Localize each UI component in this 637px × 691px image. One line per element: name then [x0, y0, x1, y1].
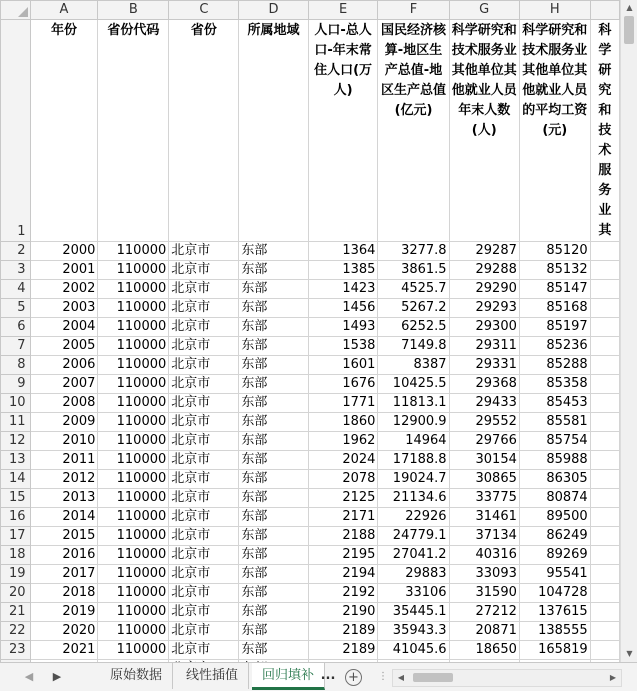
year-cell[interactable]: 2006	[30, 356, 98, 375]
year-cell[interactable]: 2004	[30, 318, 98, 337]
empty-cell[interactable]	[590, 356, 619, 375]
population-cell[interactable]: 2189	[308, 622, 378, 641]
employee-count-cell[interactable]: 29331	[449, 356, 519, 375]
more-sheets-button[interactable]: ...	[320, 668, 336, 683]
empty-cell[interactable]	[590, 603, 619, 622]
row-number[interactable]: 11	[1, 413, 31, 432]
table-row	[1, 546, 620, 565]
region-cell[interactable]: 东部	[239, 337, 308, 356]
province-cell[interactable]: 北京市	[169, 489, 239, 508]
province-code-cell[interactable]: 110000	[98, 451, 169, 470]
row-number[interactable]: 17	[1, 527, 31, 546]
empty-cell[interactable]	[590, 299, 619, 318]
population-cell[interactable]: 2189	[308, 641, 378, 660]
population-cell[interactable]: 2125	[308, 489, 378, 508]
region-cell[interactable]: 东部	[239, 603, 308, 622]
average-wage-cell[interactable]: 138555	[519, 622, 590, 641]
year-cell[interactable]: 2014	[30, 508, 98, 527]
average-wage-cell[interactable]: 165819	[519, 641, 590, 660]
average-wage-cell[interactable]: 86305	[519, 470, 590, 489]
year-cell[interactable]: 2000	[30, 242, 98, 261]
province-cell[interactable]: 北京市	[169, 584, 239, 603]
region-cell[interactable]: 东部	[239, 451, 308, 470]
province-cell[interactable]: 北京市	[169, 242, 239, 261]
average-wage-cell[interactable]: 95541	[519, 565, 590, 584]
average-wage-cell[interactable]: 89269	[519, 546, 590, 565]
region-cell[interactable]: 东部	[239, 432, 308, 451]
year-cell[interactable]: 2016	[30, 546, 98, 565]
column-header[interactable]: E	[308, 1, 378, 20]
region-cell[interactable]: 东部	[239, 508, 308, 527]
average-wage-cell[interactable]: 85358	[519, 375, 590, 394]
province-cell[interactable]: 北京市	[169, 527, 239, 546]
gdp-cell[interactable]: 35445.1	[378, 603, 449, 622]
province-cell[interactable]: 北京市	[169, 432, 239, 451]
region-cell[interactable]: 东部	[239, 318, 308, 337]
empty-cell[interactable]	[590, 413, 619, 432]
tab-scroll-left-icon[interactable]: ◀	[24, 670, 34, 683]
add-sheet-button[interactable]: +	[345, 669, 362, 686]
year-cell[interactable]: 2015	[30, 527, 98, 546]
year-cell[interactable]: 2005	[30, 337, 98, 356]
province-cell[interactable]: 北京市	[169, 280, 239, 299]
population-cell[interactable]: 1538	[308, 337, 378, 356]
province-cell[interactable]: 北京市	[169, 356, 239, 375]
employee-count-cell[interactable]: 29287	[449, 242, 519, 261]
province-code-cell[interactable]: 110000	[98, 641, 169, 660]
province-code-cell[interactable]: 110000	[98, 584, 169, 603]
empty-cell[interactable]	[590, 337, 619, 356]
population-cell[interactable]: 1385	[308, 261, 378, 280]
header-cell[interactable]: 所属地域	[239, 20, 308, 242]
gdp-cell[interactable]: 14964	[378, 432, 449, 451]
province-cell[interactable]: 北京市	[169, 565, 239, 584]
row-number[interactable]: 20	[1, 584, 31, 603]
population-cell[interactable]: 2024	[308, 451, 378, 470]
header-cell[interactable]: 科学研究和技术服务业其他单位其他就业人员的平均工资(元)	[519, 20, 590, 242]
table-header-row	[1, 20, 620, 242]
column-header[interactable]: H	[519, 1, 590, 20]
scroll-right-icon[interactable]: ▶	[609, 673, 617, 682]
table-row	[1, 318, 620, 337]
gdp-cell[interactable]: 17188.8	[378, 451, 449, 470]
empty-cell[interactable]	[590, 261, 619, 280]
population-cell[interactable]: 2078	[308, 470, 378, 489]
gdp-cell[interactable]: 33106	[378, 584, 449, 603]
table-row	[1, 394, 620, 413]
row-number[interactable]: 3	[1, 261, 31, 280]
empty-cell[interactable]	[590, 584, 619, 603]
header-cell[interactable]: 省份	[169, 20, 239, 242]
gdp-cell[interactable]: 4525.7	[378, 280, 449, 299]
employee-count-cell[interactable]: 29368	[449, 375, 519, 394]
table-row	[1, 508, 620, 527]
average-wage-cell[interactable]: 85197	[519, 318, 590, 337]
province-code-cell[interactable]: 110000	[98, 318, 169, 337]
province-code-cell[interactable]: 110000	[98, 546, 169, 565]
empty-cell[interactable]	[590, 280, 619, 299]
gdp-cell[interactable]: 35943.3	[378, 622, 449, 641]
region-cell[interactable]: 东部	[239, 413, 308, 432]
population-cell[interactable]: 2190	[308, 603, 378, 622]
year-cell[interactable]: 2013	[30, 489, 98, 508]
region-cell[interactable]: 东部	[239, 527, 308, 546]
region-cell[interactable]: 东部	[239, 489, 308, 508]
employee-count-cell[interactable]: 20871	[449, 622, 519, 641]
table-row	[1, 622, 620, 641]
employee-count-cell[interactable]: 29552	[449, 413, 519, 432]
region-cell[interactable]: 东部	[239, 470, 308, 489]
average-wage-cell[interactable]: 85147	[519, 280, 590, 299]
region-cell[interactable]: 东部	[239, 584, 308, 603]
population-cell[interactable]: 2192	[308, 584, 378, 603]
province-cell[interactable]: 北京市	[169, 508, 239, 527]
average-wage-cell[interactable]: 86249	[519, 527, 590, 546]
employee-count-cell[interactable]: 30154	[449, 451, 519, 470]
year-cell[interactable]: 2007	[30, 375, 98, 394]
empty-cell[interactable]	[590, 508, 619, 527]
year-cell[interactable]: 2020	[30, 622, 98, 641]
province-code-cell[interactable]: 110000	[98, 565, 169, 584]
employee-count-cell[interactable]: 30865	[449, 470, 519, 489]
gdp-cell[interactable]: 7149.8	[378, 337, 449, 356]
province-cell[interactable]: 北京市	[169, 299, 239, 318]
scroll-left-icon[interactable]: ◀	[397, 673, 405, 682]
sheet-tab[interactable]: 线性插值	[176, 663, 249, 689]
employee-count-cell[interactable]: 29293	[449, 299, 519, 318]
row-number[interactable]: 7	[1, 337, 31, 356]
province-code-cell[interactable]: 110000	[98, 375, 169, 394]
region-cell[interactable]: 东部	[239, 641, 308, 660]
average-wage-cell[interactable]: 85288	[519, 356, 590, 375]
gdp-cell[interactable]: 19024.7	[378, 470, 449, 489]
row-number[interactable]: 22	[1, 622, 31, 641]
header-cell[interactable]: 省份代码	[98, 20, 169, 242]
scroll-down-icon[interactable]: ▼	[626, 649, 633, 658]
province-code-cell[interactable]: 110000	[98, 508, 169, 527]
province-code-cell[interactable]: 110000	[98, 280, 169, 299]
population-cell[interactable]: 1962	[308, 432, 378, 451]
table-row	[1, 641, 620, 660]
empty-cell[interactable]	[590, 470, 619, 489]
population-cell[interactable]: 1676	[308, 375, 378, 394]
average-wage-cell[interactable]: 85988	[519, 451, 590, 470]
tab-scroll-right-icon[interactable]: ▶	[52, 670, 62, 683]
average-wage-cell[interactable]: 85754	[519, 432, 590, 451]
province-cell[interactable]: 北京市	[169, 622, 239, 641]
employee-count-cell[interactable]: 33093	[449, 565, 519, 584]
row-number[interactable]: 6	[1, 318, 31, 337]
header-cell[interactable]: 国民经济核算-地区生产总值-地区生产总值(亿元)	[378, 20, 449, 242]
gdp-cell[interactable]: 11813.1	[378, 394, 449, 413]
employee-count-cell[interactable]: 31461	[449, 508, 519, 527]
average-wage-cell[interactable]: 85132	[519, 261, 590, 280]
population-cell[interactable]: 1423	[308, 280, 378, 299]
year-cell[interactable]: 2019	[30, 603, 98, 622]
header-cell[interactable]: 科学研究和技术服务业其他单位其他就业人员年末人数(人)	[449, 20, 519, 242]
population-cell[interactable]: 1860	[308, 413, 378, 432]
province-code-cell[interactable]: 110000	[98, 470, 169, 489]
year-cell[interactable]: 2001	[30, 261, 98, 280]
year-cell[interactable]: 2008	[30, 394, 98, 413]
average-wage-cell[interactable]: 85120	[519, 242, 590, 261]
table-row	[1, 489, 620, 508]
population-cell[interactable]: 2188	[308, 527, 378, 546]
gdp-cell[interactable]: 22926	[378, 508, 449, 527]
employee-count-cell[interactable]: 18650	[449, 641, 519, 660]
row-number[interactable]: 21	[1, 603, 31, 622]
select-all-corner[interactable]	[1, 1, 31, 20]
table-row	[1, 356, 620, 375]
employee-count-cell[interactable]: 27212	[449, 603, 519, 622]
employee-count-cell[interactable]: 40316	[449, 546, 519, 565]
average-wage-cell[interactable]: 80874	[519, 489, 590, 508]
region-cell[interactable]: 东部	[239, 375, 308, 394]
row-number[interactable]: 4	[1, 280, 31, 299]
sheet-tab-bar	[0, 662, 637, 691]
employee-count-cell[interactable]: 29300	[449, 318, 519, 337]
gdp-cell[interactable]: 29883	[378, 565, 449, 584]
table-row	[1, 565, 620, 584]
region-cell[interactable]: 东部	[239, 622, 308, 641]
year-cell[interactable]: 2010	[30, 432, 98, 451]
horizontal-scroll-thumb[interactable]	[413, 673, 453, 682]
table-row	[1, 413, 620, 432]
gdp-cell[interactable]: 21134.6	[378, 489, 449, 508]
province-code-cell[interactable]: 110000	[98, 527, 169, 546]
scroll-up-icon[interactable]: ▲	[626, 3, 633, 12]
header-cell[interactable]: 人口-总人口-年末常住人口(万人)	[308, 20, 378, 242]
province-cell[interactable]: 北京市	[169, 641, 239, 660]
region-cell[interactable]: 东部	[239, 356, 308, 375]
table-row	[1, 280, 620, 299]
year-cell[interactable]: 2002	[30, 280, 98, 299]
table-row	[1, 603, 620, 622]
employee-count-cell[interactable]: 29290	[449, 280, 519, 299]
column-header-row	[1, 1, 620, 20]
region-cell[interactable]: 东部	[239, 546, 308, 565]
table-row	[1, 451, 620, 470]
row-number[interactable]: 5	[1, 299, 31, 318]
column-header[interactable]	[590, 1, 619, 20]
year-cell[interactable]: 2003	[30, 299, 98, 318]
row-number[interactable]: 23	[1, 641, 31, 660]
province-code-cell[interactable]: 110000	[98, 299, 169, 318]
province-cell[interactable]: 北京市	[169, 470, 239, 489]
empty-cell[interactable]	[590, 318, 619, 337]
gdp-cell[interactable]: 5267.2	[378, 299, 449, 318]
empty-cell[interactable]	[590, 622, 619, 641]
vertical-scroll-thumb[interactable]	[624, 16, 634, 44]
tab-splitter-icon[interactable]: ⋮	[378, 671, 388, 682]
sheet-tab[interactable]: 回归填补	[252, 663, 325, 690]
employee-count-cell[interactable]: 29311	[449, 337, 519, 356]
gdp-cell[interactable]: 3861.5	[378, 261, 449, 280]
column-header[interactable]: C	[169, 1, 239, 20]
province-cell[interactable]: 北京市	[169, 261, 239, 280]
gdp-cell[interactable]: 41045.6	[378, 641, 449, 660]
empty-cell[interactable]	[590, 432, 619, 451]
empty-cell[interactable]	[590, 546, 619, 565]
table-row	[1, 299, 620, 318]
row-number[interactable]: 15	[1, 489, 31, 508]
gdp-cell[interactable]: 8387	[378, 356, 449, 375]
row-number[interactable]: 9	[1, 375, 31, 394]
row-number[interactable]: 14	[1, 470, 31, 489]
gdp-cell[interactable]: 6252.5	[378, 318, 449, 337]
column-header[interactable]: G	[449, 1, 519, 20]
year-cell[interactable]: 2011	[30, 451, 98, 470]
province-cell[interactable]: 北京市	[169, 451, 239, 470]
average-wage-cell[interactable]: 85581	[519, 413, 590, 432]
gdp-cell[interactable]: 3277.8	[378, 242, 449, 261]
gdp-cell[interactable]: 24779.1	[378, 527, 449, 546]
province-code-cell[interactable]: 110000	[98, 432, 169, 451]
average-wage-cell[interactable]: 137615	[519, 603, 590, 622]
empty-cell[interactable]	[590, 565, 619, 584]
year-cell[interactable]: 2018	[30, 584, 98, 603]
province-code-cell[interactable]: 110000	[98, 356, 169, 375]
row-number[interactable]: 8	[1, 356, 31, 375]
province-code-cell[interactable]: 110000	[98, 603, 169, 622]
row-number[interactable]: 16	[1, 508, 31, 527]
province-cell[interactable]: 北京市	[169, 375, 239, 394]
region-cell[interactable]: 东部	[239, 280, 308, 299]
empty-cell[interactable]	[590, 489, 619, 508]
table-row	[1, 242, 620, 261]
average-wage-cell[interactable]: 85168	[519, 299, 590, 318]
empty-cell[interactable]	[590, 242, 619, 261]
row-number[interactable]: 10	[1, 394, 31, 413]
region-cell[interactable]: 东部	[239, 242, 308, 261]
region-cell[interactable]: 东部	[239, 261, 308, 280]
empty-cell[interactable]	[590, 641, 619, 660]
province-code-cell[interactable]: 110000	[98, 394, 169, 413]
row-number[interactable]: 13	[1, 451, 31, 470]
table-row	[1, 261, 620, 280]
employee-count-cell[interactable]: 31590	[449, 584, 519, 603]
table-row	[1, 470, 620, 489]
column-header[interactable]: A	[30, 1, 98, 20]
average-wage-cell[interactable]: 85236	[519, 337, 590, 356]
province-cell[interactable]: 北京市	[169, 603, 239, 622]
province-code-cell[interactable]: 110000	[98, 242, 169, 261]
population-cell[interactable]: 2195	[308, 546, 378, 565]
average-wage-cell[interactable]: 89500	[519, 508, 590, 527]
empty-cell[interactable]	[590, 527, 619, 546]
province-cell[interactable]: 北京市	[169, 337, 239, 356]
header-cell[interactable]: 年份	[30, 20, 98, 242]
empty-cell[interactable]	[590, 394, 619, 413]
table-row	[1, 584, 620, 603]
table-row	[1, 337, 620, 356]
row-number[interactable]: 1	[1, 20, 31, 242]
employee-count-cell[interactable]: 37134	[449, 527, 519, 546]
row-number[interactable]: 18	[1, 546, 31, 565]
employee-count-cell[interactable]: 29288	[449, 261, 519, 280]
region-cell[interactable]: 东部	[239, 394, 308, 413]
province-code-cell[interactable]: 110000	[98, 489, 169, 508]
employee-count-cell[interactable]: 29766	[449, 432, 519, 451]
table-row	[1, 375, 620, 394]
year-cell[interactable]: 2017	[30, 565, 98, 584]
province-code-cell[interactable]: 110000	[98, 337, 169, 356]
province-code-cell[interactable]: 110000	[98, 622, 169, 641]
employee-count-cell[interactable]: 33775	[449, 489, 519, 508]
row-number[interactable]: 2	[1, 242, 31, 261]
average-wage-cell[interactable]: 85453	[519, 394, 590, 413]
population-cell[interactable]: 1364	[308, 242, 378, 261]
province-code-cell[interactable]: 110000	[98, 413, 169, 432]
year-cell[interactable]: 2021	[30, 641, 98, 660]
empty-cell[interactable]	[590, 375, 619, 394]
gdp-cell[interactable]: 12900.9	[378, 413, 449, 432]
row-number[interactable]: 12	[1, 432, 31, 451]
column-header[interactable]: F	[378, 1, 449, 20]
province-cell[interactable]: 北京市	[169, 546, 239, 565]
gdp-cell[interactable]: 27041.2	[378, 546, 449, 565]
population-cell[interactable]: 1771	[308, 394, 378, 413]
table-row	[1, 432, 620, 451]
population-cell[interactable]: 1601	[308, 356, 378, 375]
population-cell[interactable]: 2171	[308, 508, 378, 527]
province-code-cell[interactable]: 110000	[98, 261, 169, 280]
population-cell[interactable]: 2194	[308, 565, 378, 584]
row-number[interactable]: 19	[1, 565, 31, 584]
gdp-cell[interactable]: 10425.5	[378, 375, 449, 394]
year-cell[interactable]: 2009	[30, 413, 98, 432]
header-cell[interactable]: 科学研究和技术服务业其	[590, 20, 619, 242]
population-cell[interactable]: 1456	[308, 299, 378, 318]
province-cell[interactable]: 北京市	[169, 394, 239, 413]
year-cell[interactable]: 2012	[30, 470, 98, 489]
empty-cell[interactable]	[590, 451, 619, 470]
region-cell[interactable]: 东部	[239, 565, 308, 584]
province-cell[interactable]: 北京市	[169, 413, 239, 432]
horizontal-scrollbar[interactable]	[392, 669, 622, 687]
region-cell[interactable]: 东部	[239, 299, 308, 318]
column-header[interactable]: D	[239, 1, 308, 20]
column-header[interactable]: B	[98, 1, 169, 20]
employee-count-cell[interactable]: 29433	[449, 394, 519, 413]
vertical-scrollbar[interactable]	[620, 0, 637, 662]
population-cell[interactable]: 1493	[308, 318, 378, 337]
sheet-tab[interactable]: 原始数据	[100, 663, 173, 689]
province-cell[interactable]: 北京市	[169, 318, 239, 337]
table-row	[1, 527, 620, 546]
average-wage-cell[interactable]: 104728	[519, 584, 590, 603]
